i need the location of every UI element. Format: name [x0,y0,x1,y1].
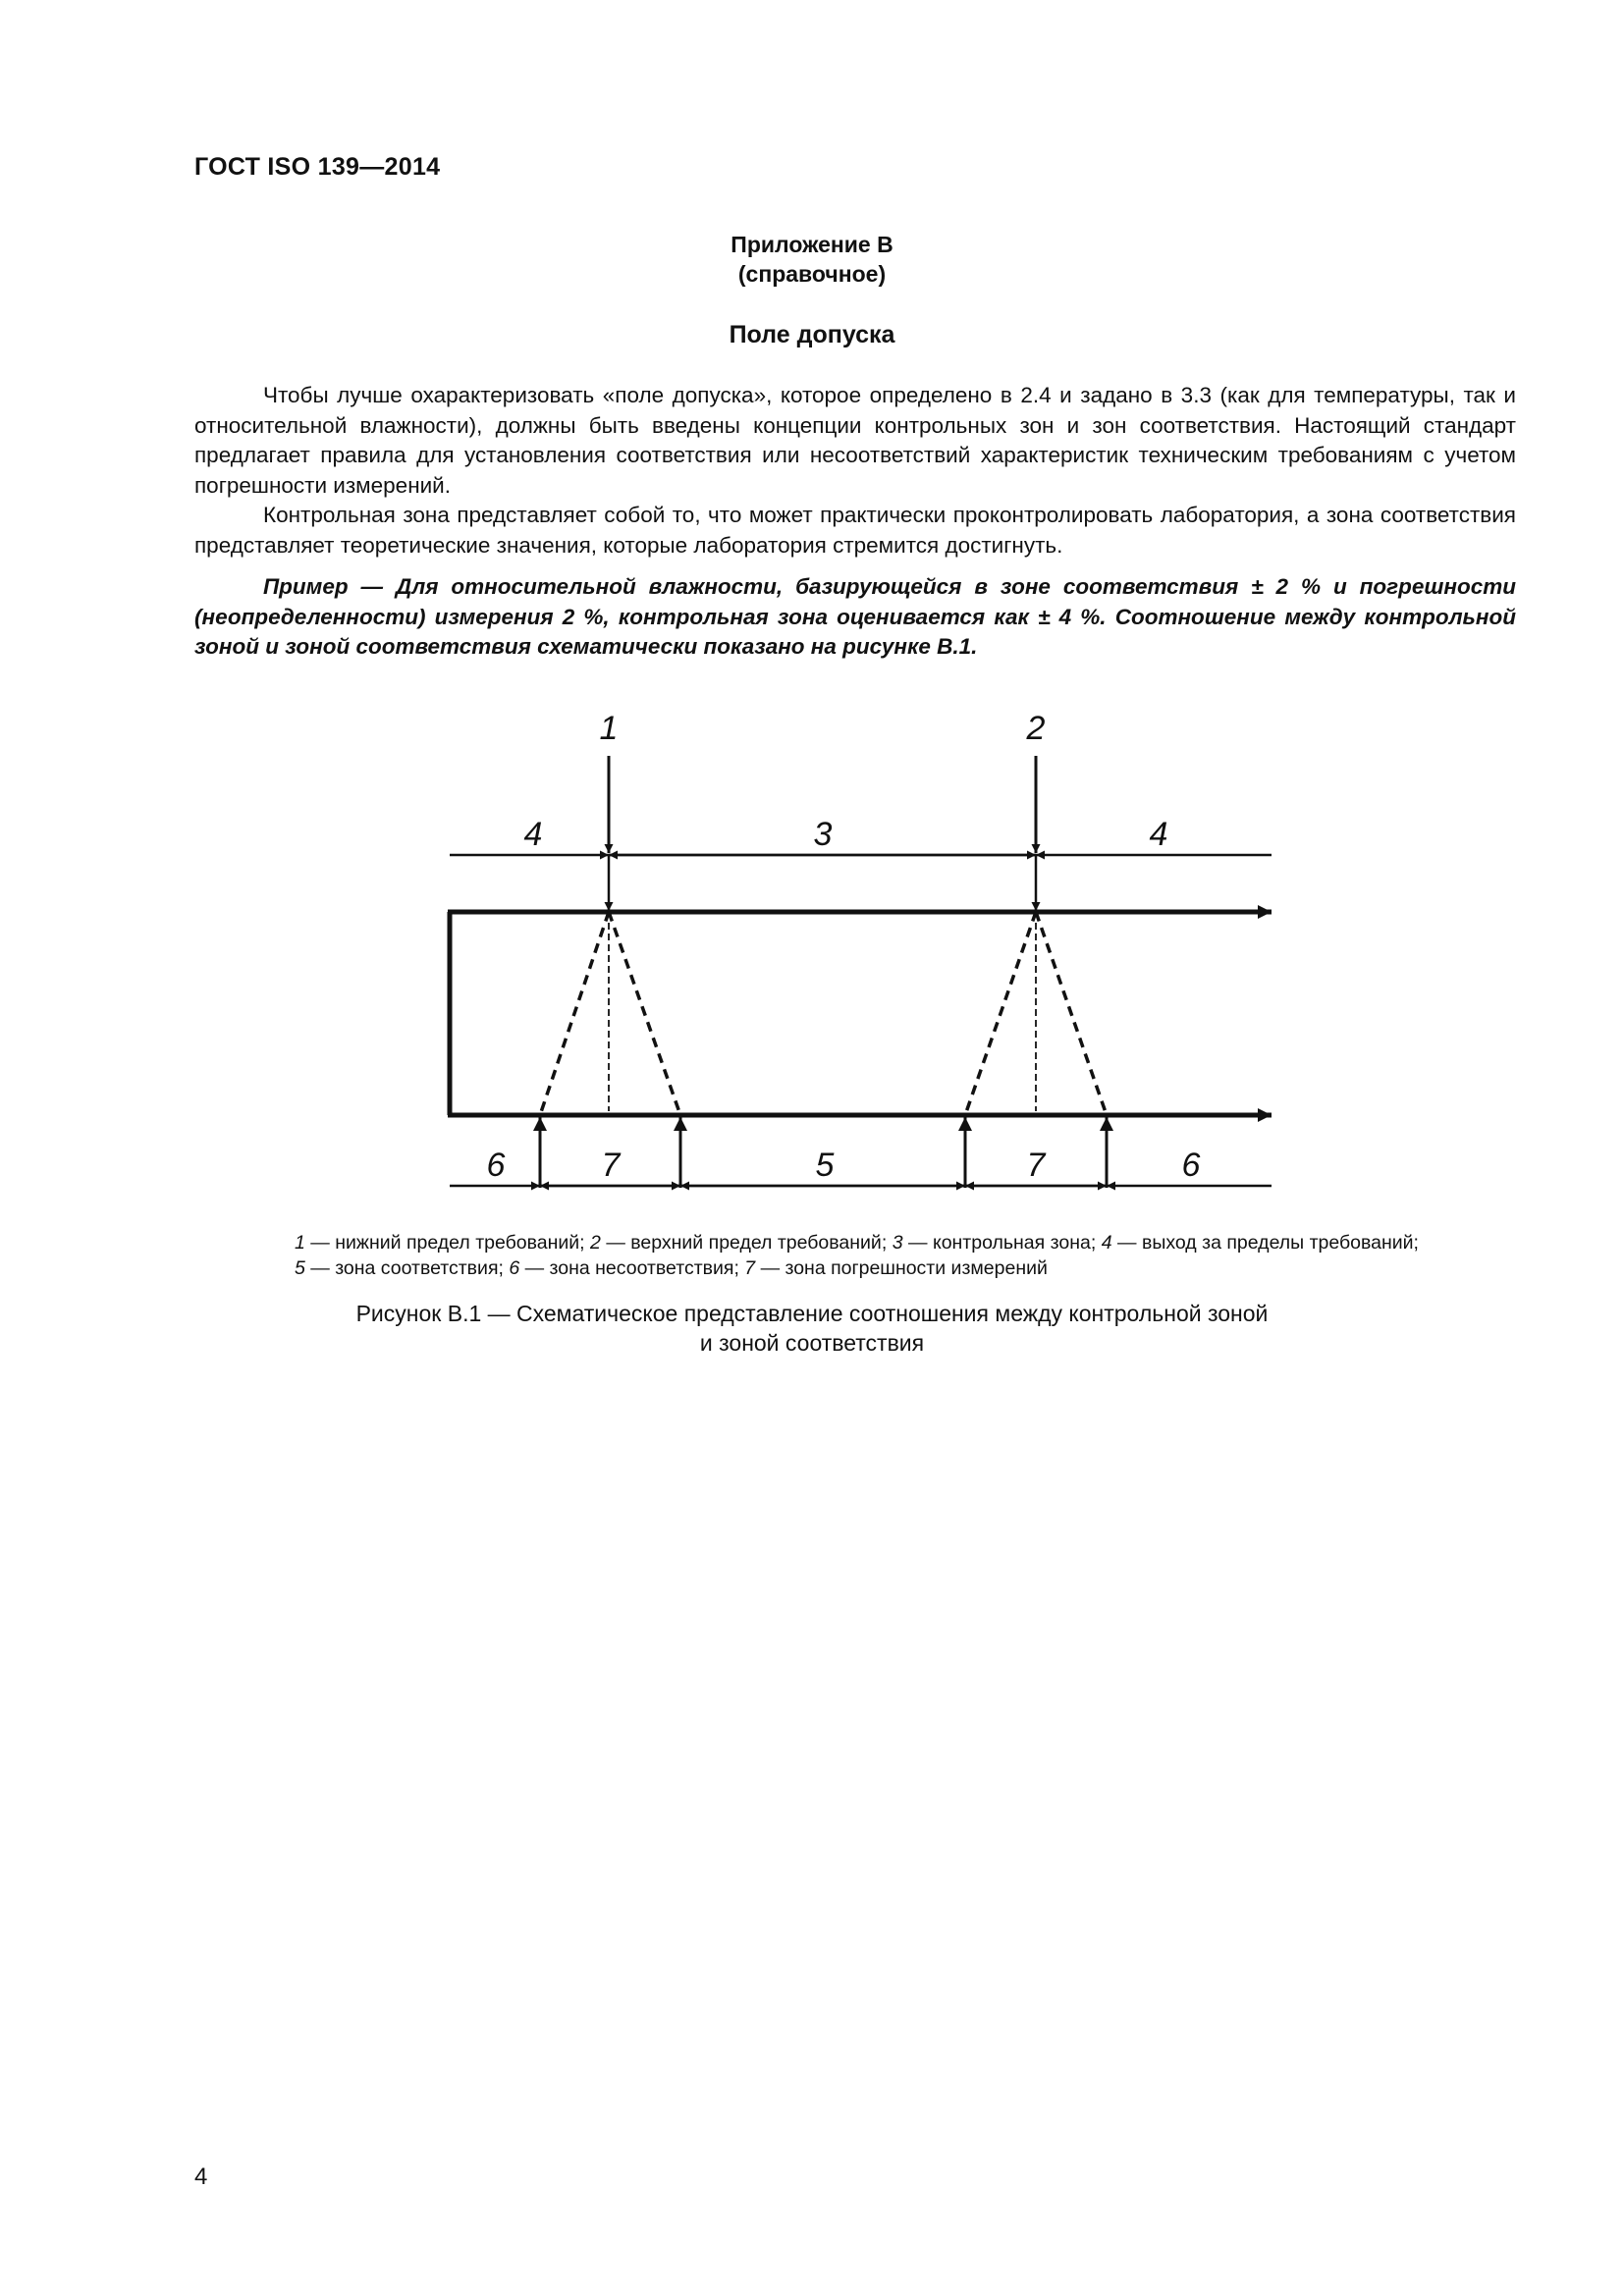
paragraph: Чтобы лучше охарактеризовать «поле допуска», которое определено в 2.4 и задано в 3.3 (как для температуры, так и относительной влажности), должны быть введены концепции контрольных зон и зон соответствия. Настоящий стандарт предлагает правила для установления соответствия или несоответствий характеристик техническим требованиям с учетом погрешности измерений. [194,383,1516,498]
legend-text: — контрольная зона; [902,1232,1102,1254]
legend-num: 7 [744,1257,756,1279]
legend-num: 5 [295,1257,305,1279]
caption-line: и зоной соответствия [699,1330,925,1356]
caption-line: Рисунок В.1 — Схематическое представление соотношения между контрольной зоной [355,1301,1269,1326]
legend-text: — верхний предел требований; [600,1232,893,1254]
legend-text: — зона несоответствия; [519,1257,745,1279]
label-bottom-6-left: 6 [486,1147,506,1184]
label-bottom-5: 5 [815,1147,835,1184]
label-top-4-left: 4 [523,816,543,853]
page-number: 4 [194,2163,208,2190]
example-note: Пример — Для относительной влажности, базирующейся в зоне соответствия ± 2 % и погрешности (неопределенности) измерения 2 %, контрольная зона оценивается как ± 4 %. Соотношение между контрольной зоной и зоной соответствия схематически показано на рисунке В.1. [194,574,1516,659]
label-2: 2 [1026,710,1046,747]
label-top-3: 3 [813,816,833,853]
label-bottom-7-right: 7 [1026,1147,1046,1184]
legend-num: 3 [892,1232,903,1254]
legend-text: — зона погрешности измерений [755,1257,1048,1279]
legend-num: 6 [509,1257,520,1279]
paragraph: Контрольная зона представляет собой то, что может практически проконтролировать лаборатория, а зона соответствия представляет теоретические значения, которые лаборатория стремится достигнуть. [194,503,1516,558]
legend-num: 4 [1101,1232,1112,1254]
legend-text: — нижний предел требований; [304,1232,591,1254]
label-bottom-6-right: 6 [1181,1147,1201,1184]
legend-text: — зона соответствия; [304,1257,510,1279]
uncertainty-triangle-left [540,912,680,1115]
appendix-label: Приложение В [731,232,893,257]
figure-caption [0,1299,1624,1358]
label-top-4-right: 4 [1149,816,1168,853]
label-1: 1 [599,710,619,747]
section-title: Поле допуска [729,321,895,348]
label-bottom-7-left: 7 [601,1147,621,1184]
figure-legend [295,1230,1419,1281]
appendix-type: (справочное) [737,261,887,287]
legend-num: 1 [295,1232,305,1254]
document-header: ГОСТ ISO 139—2014 [194,153,441,181]
legend-text: — выход за пределы требований; [1111,1232,1419,1254]
legend-num: 2 [590,1232,601,1254]
